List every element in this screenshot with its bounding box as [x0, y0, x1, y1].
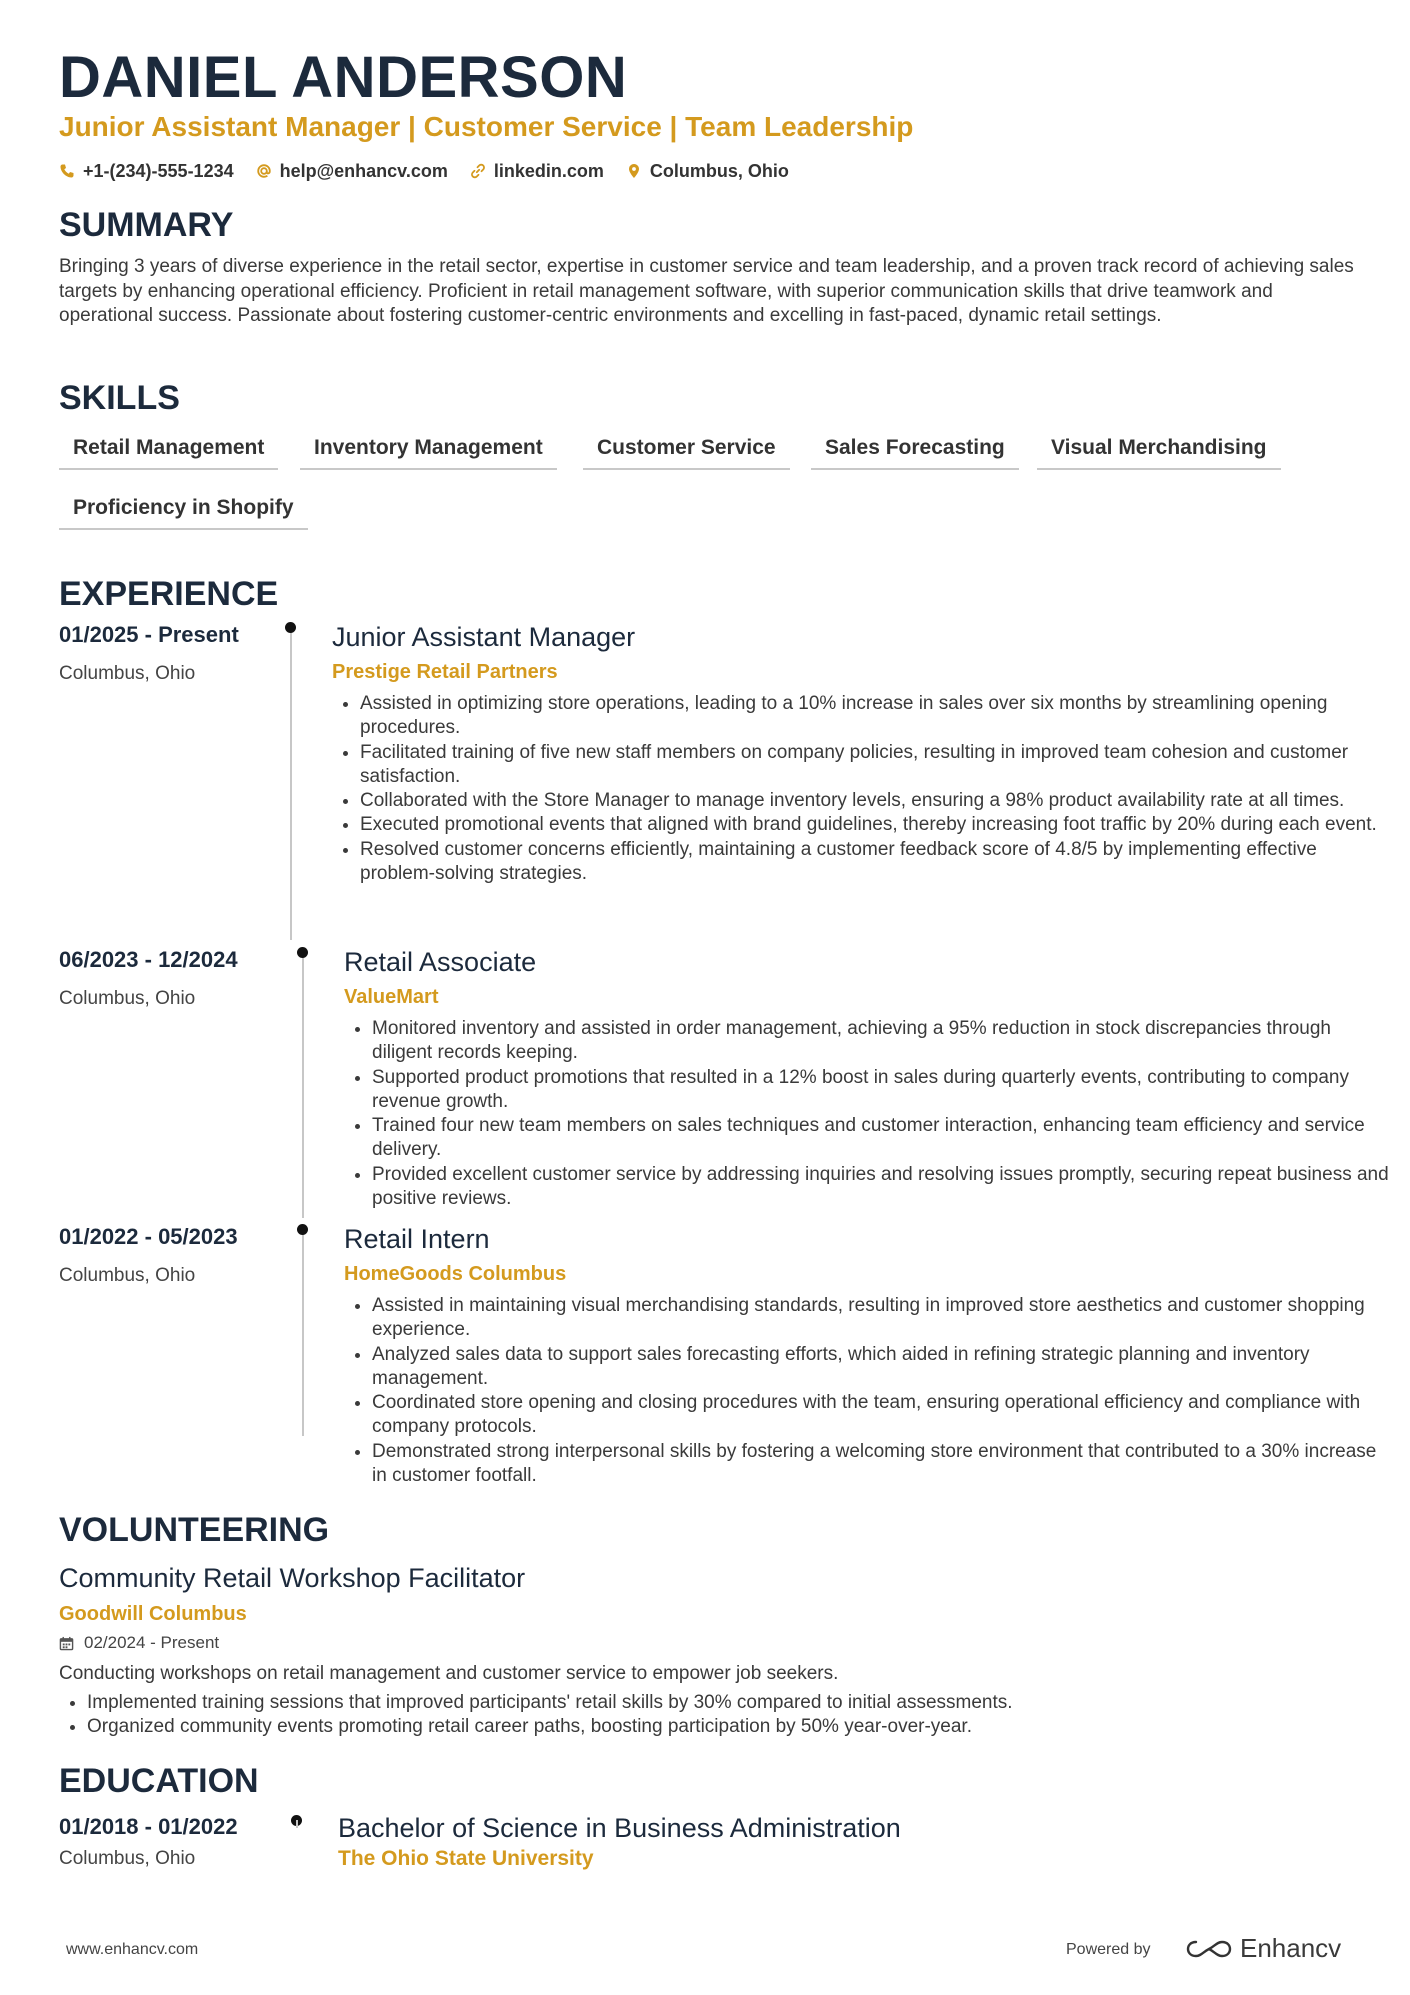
bullet-item: • Monitored inventory and assisted in order management, achieving a 95% reduction in stock discrepancies through diligent records keeping. [372, 1017, 1390, 1066]
bullet-item: • Analyzed sales data to support sales forecasting efforts, which aided in refining strategic planning and inventory management. [372, 1343, 1390, 1392]
job-dates: 01/2022 - 05/2023 [59, 1224, 238, 1249]
at-icon [256, 163, 272, 179]
job-dates: 06/2023 - 12/2024 [59, 947, 238, 972]
timeline-line [290, 628, 292, 940]
candidate-name: DANIEL ANDERSON [59, 45, 628, 110]
skill-tag: Proficiency in Shopify [59, 490, 308, 530]
timeline-line [296, 1820, 298, 1828]
bullet-item: • Coordinated store opening and closing procedures with the team, ensuring operational efficiency and compliance with company protocols. [372, 1391, 1390, 1440]
contact-phone[interactable] [59, 161, 234, 182]
bullet-item: • Implemented training sessions that improved participants' retail skills by 30% compared to initial assessments. [87, 1691, 1387, 1715]
email-text: help@enhancv.com [279, 160, 448, 181]
timeline-line [302, 953, 304, 1218]
summary-text: Bringing 3 years of diverse experience in the retail sector, expertise in customer service and team leadership, and a proven track record of achieving sales targets by enhancing operational efficiency. Proficient in retail management software, with superior communication skills that drive teamwork and operational success. Passionate about fostering customer-centric environments and excelling in fast-paced, dynamic retail settings. [59, 256, 1354, 326]
contact-bar [59, 158, 811, 184]
volunteer-dates: 02/2024 - Present [84, 1633, 220, 1652]
brand-name: Enhancv [1240, 1933, 1342, 1963]
education-heading: EDUCATION [59, 1762, 259, 1800]
linkedin-text: linkedin.com [493, 160, 604, 181]
bullet-item: • Provided excellent customer service by addressing inquiries and resolving issues promptly, securing repeat business and positive reviews. [372, 1163, 1390, 1212]
bullet-item: • Assisted in maintaining visual merchandising standards, resulting in improved store aesthetics and customer shopping experience. [372, 1294, 1390, 1343]
bullet-item: • Supported product promotions that resulted in a 12% boost in sales during quarterly events, contributing to company revenue growth. [372, 1066, 1390, 1115]
skills-heading: SKILLS [59, 379, 180, 417]
company-name: Prestige Retail Partners [332, 661, 558, 683]
summary-heading: SUMMARY [59, 206, 234, 244]
powered-by-label: Powered by [1066, 1941, 1151, 1958]
headline: Junior Assistant Manager | Customer Service | Team Leadership [59, 111, 914, 142]
contact-email[interactable] [256, 161, 448, 182]
bullet-item: • Organized community events promoting retail career paths, boosting participation by 50% year-over-year. [87, 1715, 1387, 1739]
contact-linkedin[interactable] [470, 161, 604, 182]
skill-tag: Retail Management [59, 430, 278, 470]
skill-tag: Inventory Management [300, 430, 557, 470]
volunteer-role: Community Retail Workshop Facilitator [59, 1563, 526, 1593]
volunteering-heading: VOLUNTEERING [59, 1511, 330, 1549]
skill-tag: Sales Forecasting [811, 430, 1019, 470]
bullet-item: • Demonstrated strong interpersonal skills by fostering a welcoming store environment that contributed to a 30% increase in customer footfall. [372, 1440, 1390, 1489]
company-name: ValueMart [344, 986, 439, 1008]
enhancv-logo[interactable] [1186, 1933, 1341, 1964]
experience-heading: EXPERIENCE [59, 575, 279, 613]
enhancv-logo-icon [1186, 1938, 1232, 1960]
timeline-line [302, 1230, 304, 1436]
volunteer-organization: Goodwill Columbus [59, 1603, 247, 1625]
job-bullets [344, 1017, 1390, 1211]
company-name: HomeGoods Columbus [344, 1263, 567, 1285]
bullet-item: • Resolved customer concerns efficiently, maintaining a customer feedback score of 4.8/5 by implementing effective problem-solving strategies. [360, 838, 1390, 887]
timeline-dot [285, 622, 296, 633]
job-bullets [344, 1294, 1390, 1488]
contact-location [626, 161, 789, 182]
job-location: Columbus, Ohio [59, 988, 196, 1009]
link-icon [470, 163, 486, 179]
job-location: Columbus, Ohio [59, 663, 196, 684]
footer-url[interactable]: www.enhancv.com [66, 1941, 199, 1958]
degree: Bachelor of Science in Business Administration [338, 1813, 901, 1843]
timeline-dot [297, 1224, 308, 1235]
location-pin-icon [626, 163, 642, 179]
bullet-item: • Facilitated training of five new staff members on company policies, resulting in improved team cohesion and customer satisfaction. [360, 741, 1390, 790]
job-title: Junior Assistant Manager [332, 622, 636, 652]
phone-text: +1-(234)-555-1234 [83, 160, 234, 181]
bullet-item: • Trained four new team members on sales techniques and customer interaction, enhancing team efficiency and service delivery. [372, 1114, 1390, 1163]
school-name: The Ohio State University [338, 1847, 594, 1870]
job-location: Columbus, Ohio [59, 1265, 196, 1286]
phone-icon [59, 163, 75, 179]
skill-tag: Customer Service [583, 430, 790, 470]
job-title: Retail Intern [344, 1224, 490, 1254]
job-bullets [332, 692, 1390, 886]
job-title: Retail Associate [344, 947, 537, 977]
volunteer-description: Conducting workshops on retail management and customer service to empower job seekers. [59, 1663, 839, 1684]
bullet-item: • Assisted in optimizing store operations, leading to a 10% increase in sales over six months by streamlining opening procedures. [360, 692, 1390, 741]
bullet-item: • Collaborated with the Store Manager to manage inventory levels, ensuring a 98% product availability rate at all times. [360, 789, 1390, 813]
timeline-dot [297, 947, 308, 958]
volunteer-dates-row [59, 1632, 219, 1654]
job-dates: 01/2025 - Present [59, 622, 239, 647]
education-location: Columbus, Ohio [59, 1848, 196, 1869]
location-text: Columbus, Ohio [649, 160, 789, 181]
volunteer-bullets [59, 1691, 1387, 1740]
skill-tag: Visual Merchandising [1037, 430, 1281, 470]
bullet-item: • Executed promotional events that aligned with brand guidelines, thereby increasing foot traffic by 20% during each event. [360, 813, 1390, 837]
calendar-icon [59, 1636, 74, 1651]
education-dates: 01/2018 - 01/2022 [59, 1814, 238, 1839]
